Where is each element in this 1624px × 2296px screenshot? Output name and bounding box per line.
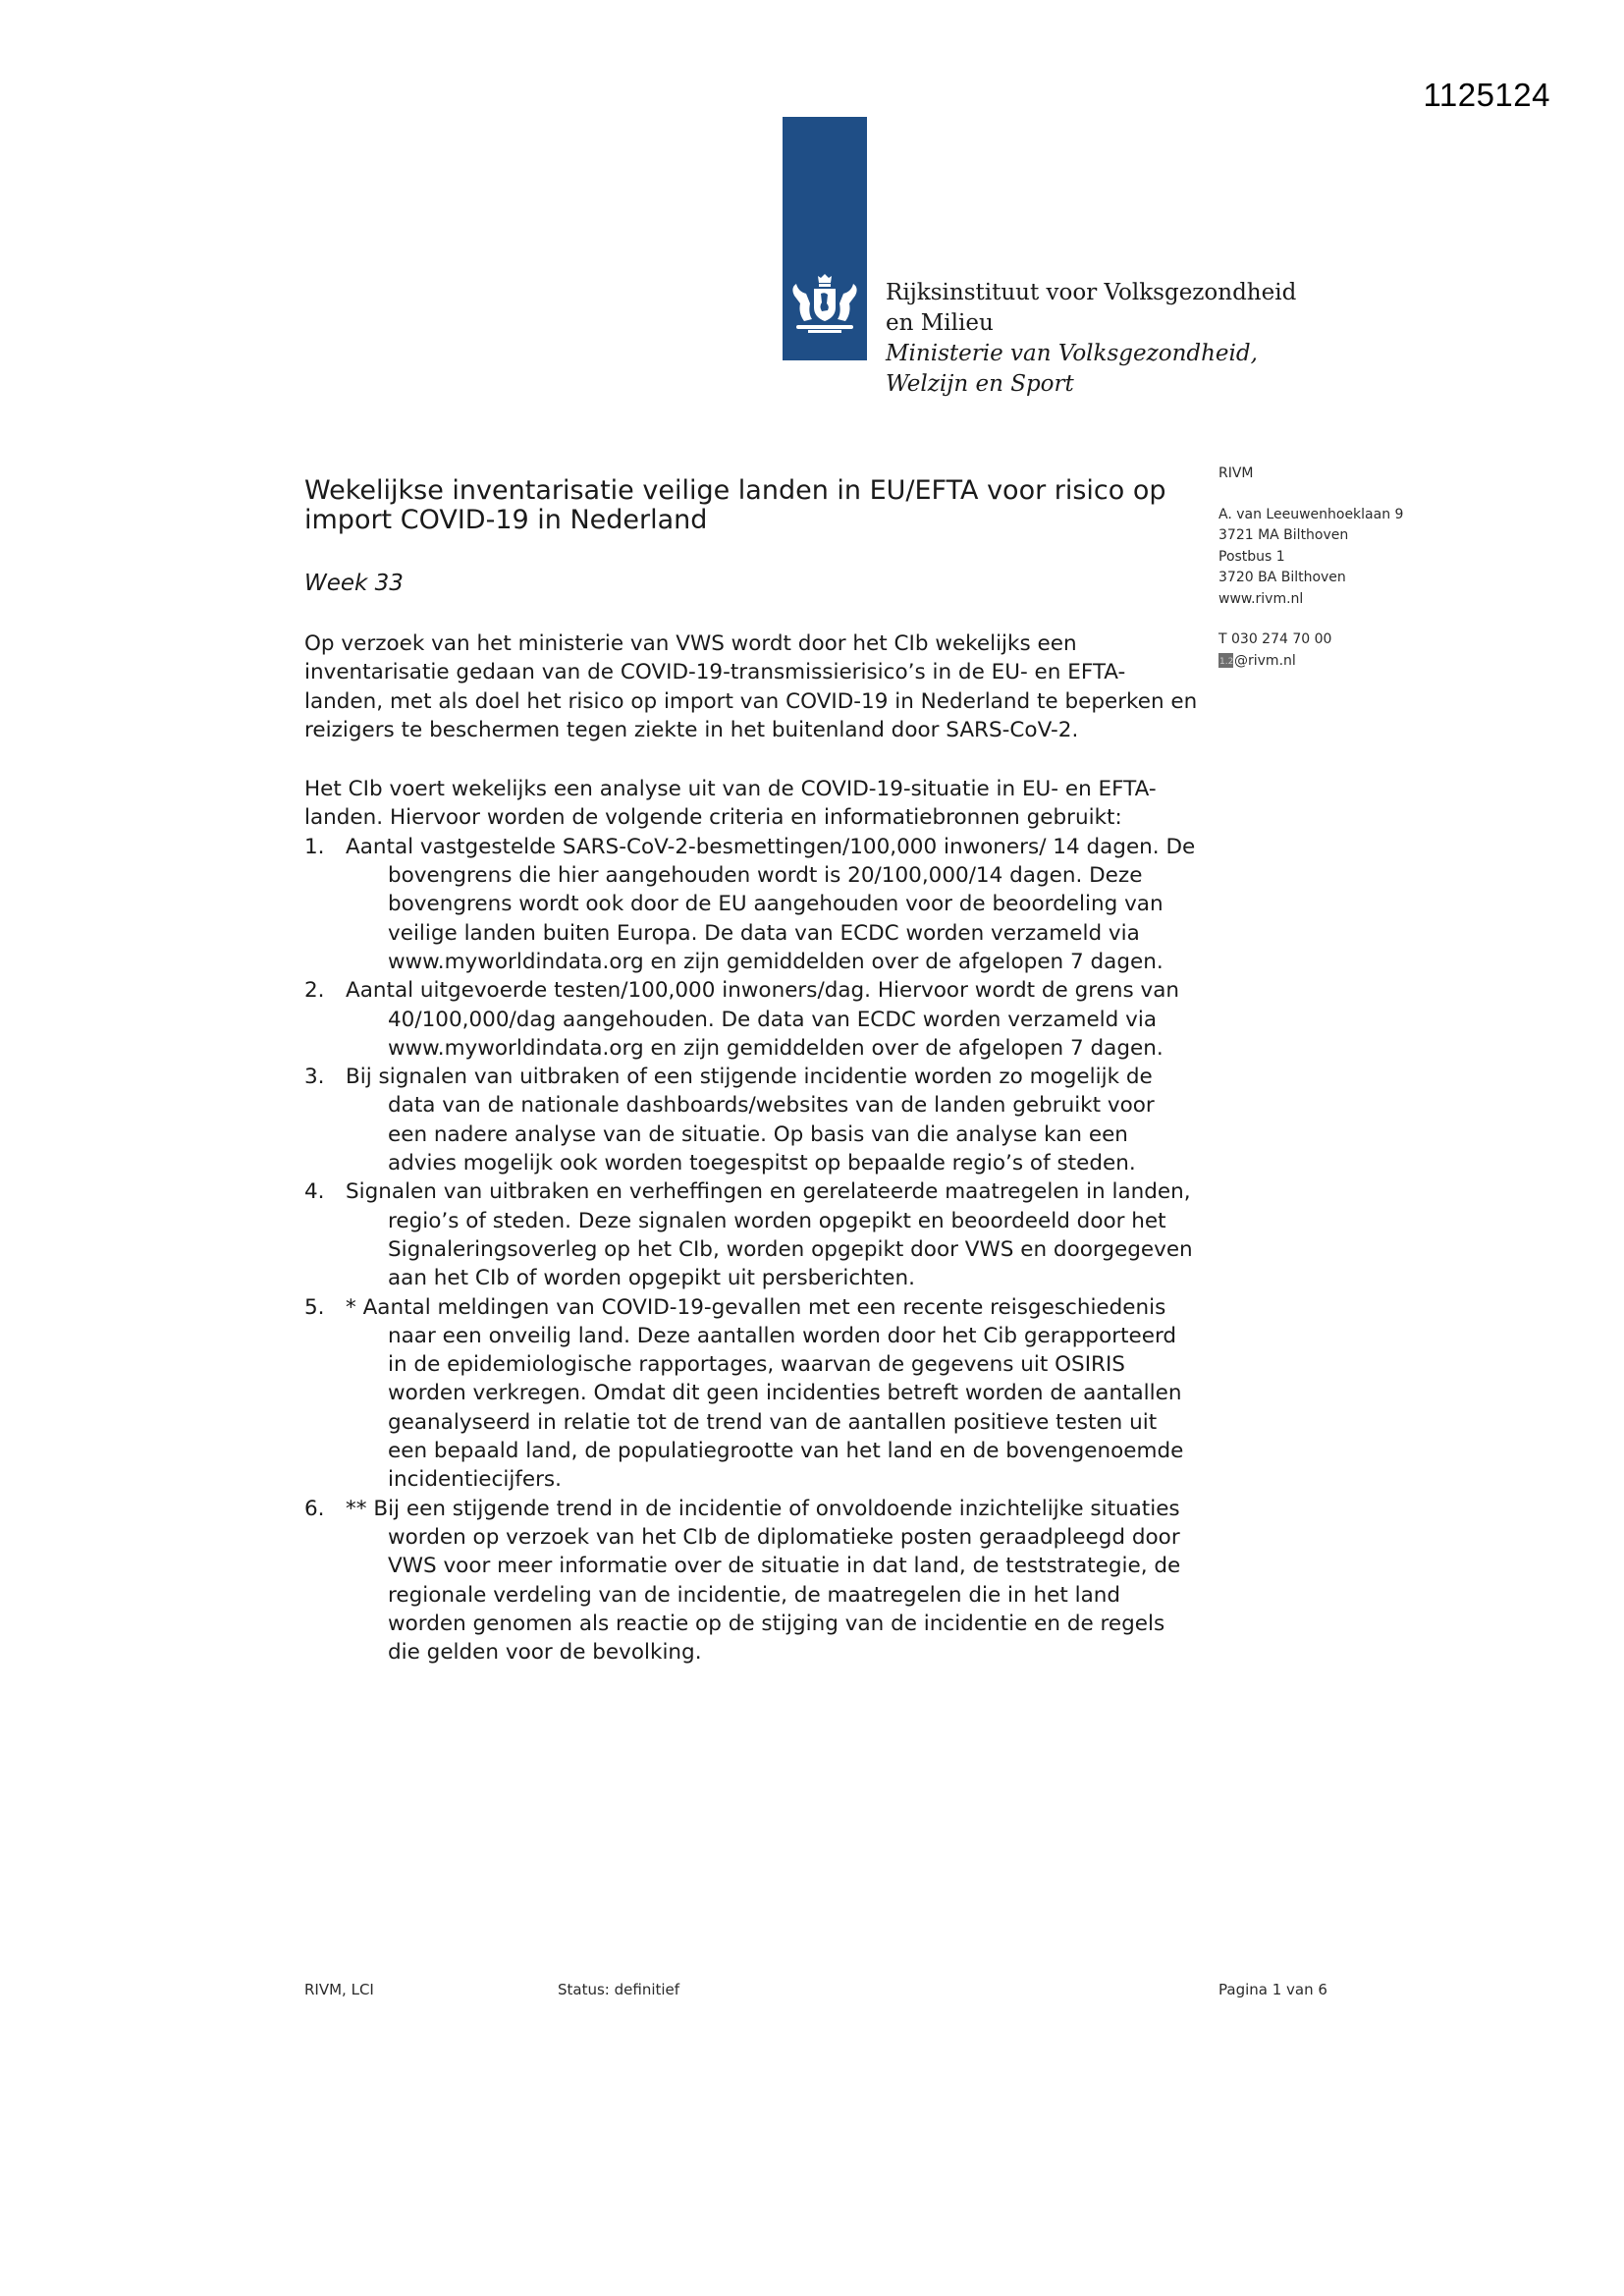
phone-number: T 030 274 70 00 xyxy=(1218,631,1332,647)
criteria-item xyxy=(304,833,1200,976)
week-label: Week 33 xyxy=(304,571,404,596)
criteria-item xyxy=(304,1063,1200,1177)
address-city: 3721 MA Bilthoven xyxy=(1218,527,1349,543)
criteria-number: 2. xyxy=(304,978,325,1004)
sender-address-block xyxy=(1218,464,1403,672)
ministry-name-line-1: Ministerie van Volksgezondheid, xyxy=(886,341,1258,366)
redaction-label: 1.2 xyxy=(1219,656,1234,667)
document-body xyxy=(304,476,1200,1667)
criteria-number: 5. xyxy=(304,1294,325,1320)
criteria-item xyxy=(304,1495,1200,1667)
organisation-name xyxy=(886,278,1296,400)
criteria-text: Aantal uitgevoerde testen/100,000 inwoners/dag. Hiervoor wordt de grens van 40/100,000/dag aangehouden. De data van ECDC worden verzameld via www.myworldindata.org en zijn gemiddelden over de afgelopen 7 dagen. xyxy=(346,978,1180,1061)
address-postbus: Postbus 1 xyxy=(1218,548,1285,565)
criteria-number: 3. xyxy=(304,1065,325,1090)
government-logo-bar xyxy=(783,117,867,360)
footer-page-number: Pagina 1 van 6 xyxy=(1218,1981,1327,1998)
criteria-item xyxy=(304,1293,1200,1495)
intro-paragraph: Op verzoek van het ministerie van VWS wordt door het CIb wekelijks een inventarisatie gedaan van de COVID-19-transmissierisico’s in de EU- en EFTA-landen, met als doel het risico op import van COVID-19 in Nederland te beperken en reizigers te beschermen tegen ziekte in het buitenland door SARS-CoV-2. xyxy=(304,631,1198,742)
analysis-intro-paragraph: Het CIb voert wekelijks een analyse uit van de COVID-19-situatie in EU- en EFTA-landen. Hiervoor worden de volgende criteria en informatiebronnen gebruikt: xyxy=(304,777,1157,831)
criteria-number: 6. xyxy=(304,1496,325,1521)
criteria-number: 1. xyxy=(304,834,325,859)
criteria-text: Bij signalen van uitbraken of een stijgende incidentie worden zo mogelijk de data van de nationale dashboards/websites van de landen gebruikt voor een nadere analyse van de situatie. Op basis van die analyse kan een advies mogelijk ook worden toegespitst op bepaalde regio’s of steden. xyxy=(346,1065,1155,1176)
criteria-item xyxy=(304,976,1200,1063)
document-id: 1125124 xyxy=(1423,77,1550,113)
criteria-text: ** Bij een stijgende trend in de incidentie of onvoldoende inzichtelijke situaties worden op verzoek van het CIb de diplomatieke posten geraadpleegd door VWS voor meer informatie over de situatie in dat land, de teststrategie, de regionale verdeling van de incidentie, de maatregelen die in het land worden genomen als reactie op de stijging van de incidentie en de regels die gelden voor de bevolking. xyxy=(346,1496,1181,1666)
criteria-text: * Aantal meldingen van COVID-19-gevallen met een recente reisgeschiedenis naar een onveilig land. Deze aantallen worden door het Cib gerapporteerd in de epidemiologische rapportages, waarvan de gegevens uit OSIRIS worden verkregen. Omdat dit geen incidenties betreft worden de aantallen geanalyseerd in relatie tot de trend van de aantallen positieve testen uit een bepaald land, de populatiegrootte van het land en de bovengenoemde incidentiecijfers. xyxy=(346,1294,1184,1493)
email-domain: @rivm.nl xyxy=(1234,652,1296,669)
criteria-number: 4. xyxy=(304,1179,325,1205)
coat-of-arms-icon xyxy=(788,274,861,335)
email-address xyxy=(1218,651,1403,673)
criteria-text: Aantal vastgestelde SARS-CoV-2-besmettingen/100,000 inwoners/ 14 dagen. De bovengrens die hier aangehouden wordt is 20/100,000/14 dagen. Deze bovengrens wordt ook door de EU aangehouden voor de beoordeling van veilige landen buiten Europa. De data van ECDC worden verzameld via www.myworldindata.org en zijn gemiddelden over de afgelopen 7 dagen. xyxy=(346,834,1196,974)
address-postbus-city: 3720 BA Bilthoven xyxy=(1218,570,1346,585)
criteria-text: Signalen van uitbraken en verheffingen en gerelateerde maatregelen in landen, regio’s of steden. Deze signalen worden opgepikt en beoordeeld door het Signaleringsoverleg op het CIb, worden opgepikt door VWS en doorgegeven aan het CIb of worden opgepikt uit persberichten. xyxy=(346,1179,1193,1291)
footer-department: RIVM, LCI xyxy=(304,1981,374,1998)
criteria-list xyxy=(304,833,1200,1667)
address-street: A. van Leeuwenhoeklaan 9 xyxy=(1218,506,1404,522)
document-title: Wekelijkse inventarisatie veilige landen in EU/EFTA voor risico op import COVID-19 in Nederland xyxy=(304,475,1166,535)
website-link[interactable]: www.rivm.nl xyxy=(1218,590,1304,607)
org-name-line-1: Rijksinstituut voor Volksgezondheid xyxy=(886,280,1297,305)
footer-status: Status: definitief xyxy=(558,1981,680,1998)
criteria-item xyxy=(304,1177,1200,1292)
org-name-line-2: en Milieu xyxy=(886,310,994,336)
sender-name: RIVM xyxy=(1218,465,1254,481)
ministry-name-line-2: Welzijn en Sport xyxy=(886,371,1074,397)
redaction-mark xyxy=(1218,653,1233,668)
